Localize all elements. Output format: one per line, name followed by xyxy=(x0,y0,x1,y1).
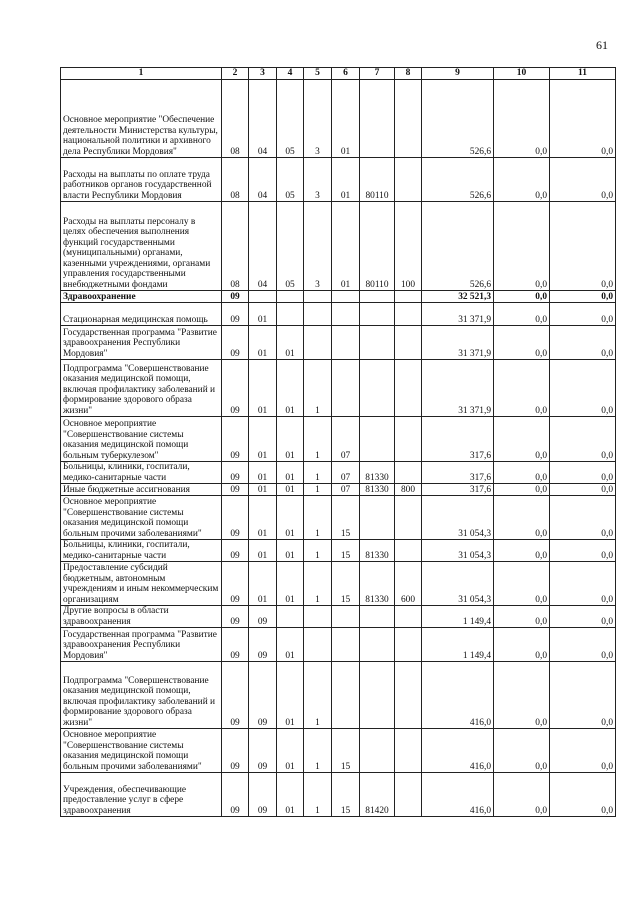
row-name-cell: Другие вопросы в области здравоохранения xyxy=(61,606,222,628)
cell-c5: 1 xyxy=(304,417,332,462)
cell-c4: 01 xyxy=(277,773,304,817)
cell-c9: 31 054,3 xyxy=(422,496,494,540)
cell-c11: 0,0 xyxy=(550,562,616,606)
cell-c5: 1 xyxy=(304,773,332,817)
cell-c3: 01 xyxy=(249,326,277,360)
table-row xyxy=(61,360,616,417)
table-row xyxy=(61,326,616,360)
table-row xyxy=(61,628,616,662)
row-name-cell: Предоставление субсидий бюджетным, автономным учреждениям и иным некоммерческим организациям xyxy=(61,562,222,606)
cell-c8 xyxy=(395,291,422,303)
column-header: 7 xyxy=(360,68,395,80)
column-header: 2 xyxy=(222,68,249,80)
cell-c7: 81330 xyxy=(360,462,395,484)
cell-c4: 01 xyxy=(277,662,304,729)
cell-c7: 80110 xyxy=(360,158,395,202)
cell-c2: 09 xyxy=(222,628,249,662)
cell-c10: 0,0 xyxy=(494,773,550,817)
cell-c3: 01 xyxy=(249,417,277,462)
table-row xyxy=(61,773,616,817)
cell-c10: 0,0 xyxy=(494,606,550,628)
cell-c3: 01 xyxy=(249,484,277,496)
cell-c7 xyxy=(360,326,395,360)
row-name-cell: Расходы на выплаты по оплате труда работников органов государственной власти Республики Мордовия xyxy=(61,158,222,202)
cell-c5: 1 xyxy=(304,729,332,773)
cell-c5: 1 xyxy=(304,462,332,484)
cell-c3 xyxy=(249,291,277,303)
cell-c7 xyxy=(360,360,395,417)
cell-c9: 31 054,3 xyxy=(422,562,494,606)
cell-c5: 1 xyxy=(304,540,332,562)
cell-c4 xyxy=(277,291,304,303)
cell-c5 xyxy=(304,291,332,303)
cell-c6: 07 xyxy=(332,484,360,496)
cell-c6: 15 xyxy=(332,562,360,606)
cell-c5 xyxy=(304,628,332,662)
cell-c11: 0,0 xyxy=(550,540,616,562)
row-name-cell: Иные бюджетные ассигнования xyxy=(61,484,222,496)
cell-c2: 09 xyxy=(222,360,249,417)
cell-c4: 01 xyxy=(277,496,304,540)
table-row xyxy=(61,417,616,462)
cell-c10: 0,0 xyxy=(494,360,550,417)
cell-c2: 09 xyxy=(222,484,249,496)
cell-c7: 80110 xyxy=(360,202,395,291)
cell-c9: 416,0 xyxy=(422,662,494,729)
cell-c5: 1 xyxy=(304,562,332,606)
cell-c7 xyxy=(360,628,395,662)
table-row xyxy=(61,540,616,562)
cell-c10: 0,0 xyxy=(494,562,550,606)
cell-c10: 0,0 xyxy=(494,158,550,202)
cell-c7 xyxy=(360,303,395,326)
cell-c10: 0,0 xyxy=(494,662,550,729)
cell-c9: 416,0 xyxy=(422,773,494,817)
cell-c9: 31 371,9 xyxy=(422,326,494,360)
cell-c10: 0,0 xyxy=(494,729,550,773)
cell-c8 xyxy=(395,729,422,773)
cell-c6 xyxy=(332,303,360,326)
table-row xyxy=(61,202,616,291)
cell-c6: 07 xyxy=(332,462,360,484)
cell-c10: 0,0 xyxy=(494,496,550,540)
row-name-cell: Здравоохранение xyxy=(61,291,222,303)
cell-c2: 09 xyxy=(222,303,249,326)
cell-c4: 01 xyxy=(277,729,304,773)
cell-c7: 81420 xyxy=(360,773,395,817)
cell-c9: 526,6 xyxy=(422,202,494,291)
cell-c11: 0,0 xyxy=(550,729,616,773)
row-name-cell: Основное мероприятие "Совершенствование системы оказания медицинской помощи больным туберкулезом" xyxy=(61,417,222,462)
cell-c9: 32 521,3 xyxy=(422,291,494,303)
cell-c6: 15 xyxy=(332,540,360,562)
cell-c9: 317,6 xyxy=(422,462,494,484)
column-header: 8 xyxy=(395,68,422,80)
cell-c6: 01 xyxy=(332,80,360,158)
cell-c8 xyxy=(395,417,422,462)
table-row xyxy=(61,291,616,303)
cell-c8 xyxy=(395,628,422,662)
cell-c5 xyxy=(304,606,332,628)
cell-c9: 317,6 xyxy=(422,484,494,496)
row-name-cell: Расходы на выплаты персоналу в целях обеспечения выполнения функций государственными (муниципальными) органами, казенными учреждениями, органами управления государственными внебюджетными фондами xyxy=(61,202,222,291)
cell-c2: 08 xyxy=(222,202,249,291)
cell-c10: 0,0 xyxy=(494,417,550,462)
cell-c4: 01 xyxy=(277,462,304,484)
cell-c5 xyxy=(304,326,332,360)
cell-c9: 31 371,9 xyxy=(422,360,494,417)
cell-c8 xyxy=(395,662,422,729)
cell-c9: 31 054,3 xyxy=(422,540,494,562)
cell-c11: 0,0 xyxy=(550,202,616,291)
cell-c2: 08 xyxy=(222,158,249,202)
column-header: 3 xyxy=(249,68,277,80)
table-row xyxy=(61,562,616,606)
row-name-cell: Подпрограмма "Совершенствование оказания медицинской помощи, включая профилактику заболеваний и формирование здорового образа жизни" xyxy=(61,662,222,729)
cell-c11: 0,0 xyxy=(550,662,616,729)
cell-c3: 01 xyxy=(249,496,277,540)
cell-c4: 01 xyxy=(277,484,304,496)
cell-c9: 31 371,9 xyxy=(422,303,494,326)
cell-c7: 81330 xyxy=(360,562,395,606)
cell-c8 xyxy=(395,326,422,360)
cell-c2: 09 xyxy=(222,606,249,628)
cell-c4 xyxy=(277,303,304,326)
row-name-cell: Подпрограмма "Совершенствование оказания медицинской помощи, включая профилактику заболеваний и формирование здорового образа жизни" xyxy=(61,360,222,417)
column-header: 6 xyxy=(332,68,360,80)
cell-c3: 09 xyxy=(249,606,277,628)
cell-c3: 01 xyxy=(249,303,277,326)
column-header: 5 xyxy=(304,68,332,80)
cell-c11: 0,0 xyxy=(550,80,616,158)
cell-c8: 600 xyxy=(395,562,422,606)
cell-c2: 09 xyxy=(222,562,249,606)
cell-c9: 1 149,4 xyxy=(422,606,494,628)
cell-c8 xyxy=(395,540,422,562)
cell-c3: 01 xyxy=(249,562,277,606)
cell-c4: 01 xyxy=(277,562,304,606)
cell-c6 xyxy=(332,326,360,360)
row-name-cell: Больницы, клиники, госпитали, медико-санитарные части xyxy=(61,462,222,484)
cell-c10: 0,0 xyxy=(494,326,550,360)
cell-c11: 0,0 xyxy=(550,158,616,202)
table-row xyxy=(61,484,616,496)
cell-c10: 0,0 xyxy=(494,628,550,662)
cell-c6 xyxy=(332,606,360,628)
page-number: 61 xyxy=(596,38,608,52)
cell-c10: 0,0 xyxy=(494,80,550,158)
cell-c10: 0,0 xyxy=(494,202,550,291)
cell-c11: 0,0 xyxy=(550,303,616,326)
cell-c7 xyxy=(360,496,395,540)
cell-c7 xyxy=(360,662,395,729)
cell-c8 xyxy=(395,158,422,202)
cell-c11: 0,0 xyxy=(550,417,616,462)
cell-c7: 81330 xyxy=(360,484,395,496)
row-name-cell: Основное мероприятие "Совершенствование системы оказания медицинской помощи больным прочими заболеваниями" xyxy=(61,729,222,773)
cell-c6: 15 xyxy=(332,729,360,773)
cell-c4: 01 xyxy=(277,360,304,417)
cell-c3: 04 xyxy=(249,202,277,291)
cell-c5 xyxy=(304,303,332,326)
cell-c5: 1 xyxy=(304,662,332,729)
column-header: 4 xyxy=(277,68,304,80)
cell-c6 xyxy=(332,291,360,303)
cell-c4: 05 xyxy=(277,80,304,158)
cell-c8 xyxy=(395,606,422,628)
cell-c11: 0,0 xyxy=(550,291,616,303)
cell-c11: 0,0 xyxy=(550,496,616,540)
cell-c9: 317,6 xyxy=(422,417,494,462)
cell-c11: 0,0 xyxy=(550,628,616,662)
column-header: 9 xyxy=(422,68,494,80)
cell-c5: 1 xyxy=(304,496,332,540)
row-name-cell: Государственная программа "Развитие здравоохранения Республики Мордовия" xyxy=(61,326,222,360)
cell-c4: 01 xyxy=(277,540,304,562)
cell-c4: 05 xyxy=(277,202,304,291)
cell-c3: 04 xyxy=(249,158,277,202)
cell-c7 xyxy=(360,291,395,303)
cell-c10: 0,0 xyxy=(494,462,550,484)
cell-c4: 01 xyxy=(277,628,304,662)
cell-c9: 416,0 xyxy=(422,729,494,773)
cell-c8 xyxy=(395,303,422,326)
cell-c6: 07 xyxy=(332,417,360,462)
cell-c6 xyxy=(332,628,360,662)
cell-c3: 09 xyxy=(249,773,277,817)
table-row xyxy=(61,462,616,484)
cell-c5: 3 xyxy=(304,158,332,202)
cell-c2: 09 xyxy=(222,662,249,729)
cell-c8: 100 xyxy=(395,202,422,291)
cell-c4: 01 xyxy=(277,417,304,462)
cell-c2: 09 xyxy=(222,291,249,303)
cell-c11: 0,0 xyxy=(550,326,616,360)
row-name-cell: Государственная программа "Развитие здравоохранения Республики Мордовия" xyxy=(61,628,222,662)
cell-c11: 0,0 xyxy=(550,773,616,817)
cell-c7 xyxy=(360,606,395,628)
cell-c11: 0,0 xyxy=(550,606,616,628)
table-header-row xyxy=(61,68,616,80)
cell-c8 xyxy=(395,496,422,540)
cell-c3: 09 xyxy=(249,628,277,662)
cell-c9: 526,6 xyxy=(422,158,494,202)
cell-c2: 09 xyxy=(222,417,249,462)
table-row xyxy=(61,496,616,540)
cell-c11: 0,0 xyxy=(550,484,616,496)
table-row xyxy=(61,729,616,773)
row-name-cell: Основное мероприятие "Обеспечение деятельности Министерства культуры, национальной политики и архивного дела Республики Мордовия" xyxy=(61,80,222,158)
cell-c7 xyxy=(360,417,395,462)
cell-c4: 01 xyxy=(277,326,304,360)
cell-c9: 526,6 xyxy=(422,80,494,158)
table-row xyxy=(61,662,616,729)
cell-c7: 81330 xyxy=(360,540,395,562)
cell-c6: 15 xyxy=(332,496,360,540)
cell-c2: 09 xyxy=(222,326,249,360)
budget-table xyxy=(60,67,616,817)
cell-c5: 1 xyxy=(304,360,332,417)
cell-c2: 09 xyxy=(222,729,249,773)
cell-c4 xyxy=(277,606,304,628)
table-row xyxy=(61,303,616,326)
cell-c10: 0,0 xyxy=(494,540,550,562)
cell-c4: 05 xyxy=(277,158,304,202)
cell-c2: 09 xyxy=(222,540,249,562)
row-name-cell: Учреждения, обеспечивающие предоставление услуг в сфере здравоохранения xyxy=(61,773,222,817)
table-row xyxy=(61,158,616,202)
column-header: 11 xyxy=(550,68,616,80)
column-header: 1 xyxy=(61,68,222,80)
table-body xyxy=(61,80,616,817)
cell-c8 xyxy=(395,462,422,484)
cell-c7 xyxy=(360,729,395,773)
cell-c3: 09 xyxy=(249,662,277,729)
cell-c2: 09 xyxy=(222,496,249,540)
cell-c3: 04 xyxy=(249,80,277,158)
cell-c3: 01 xyxy=(249,462,277,484)
row-name-cell: Основное мероприятие "Совершенствование системы оказания медицинской помощи больным прочими заболеваниями" xyxy=(61,496,222,540)
column-header: 10 xyxy=(494,68,550,80)
cell-c8: 800 xyxy=(395,484,422,496)
cell-c6: 15 xyxy=(332,773,360,817)
cell-c6 xyxy=(332,662,360,729)
cell-c5: 1 xyxy=(304,484,332,496)
cell-c7 xyxy=(360,80,395,158)
table-row xyxy=(61,80,616,158)
cell-c9: 1 149,4 xyxy=(422,628,494,662)
cell-c11: 0,0 xyxy=(550,462,616,484)
cell-c10: 0,0 xyxy=(494,484,550,496)
cell-c8 xyxy=(395,773,422,817)
cell-c3: 01 xyxy=(249,360,277,417)
table-row xyxy=(61,606,616,628)
cell-c10: 0,0 xyxy=(494,303,550,326)
row-name-cell: Стационарная медицинская помощь xyxy=(61,303,222,326)
cell-c2: 08 xyxy=(222,80,249,158)
cell-c2: 09 xyxy=(222,462,249,484)
row-name-cell: Больницы, клиники, госпитали, медико-санитарные части xyxy=(61,540,222,562)
cell-c8 xyxy=(395,80,422,158)
cell-c6 xyxy=(332,360,360,417)
cell-c3: 09 xyxy=(249,729,277,773)
cell-c11: 0,0 xyxy=(550,360,616,417)
cell-c5: 3 xyxy=(304,80,332,158)
cell-c10: 0,0 xyxy=(494,291,550,303)
cell-c2: 09 xyxy=(222,773,249,817)
cell-c6: 01 xyxy=(332,202,360,291)
cell-c3: 01 xyxy=(249,540,277,562)
cell-c5: 3 xyxy=(304,202,332,291)
cell-c6: 01 xyxy=(332,158,360,202)
cell-c8 xyxy=(395,360,422,417)
